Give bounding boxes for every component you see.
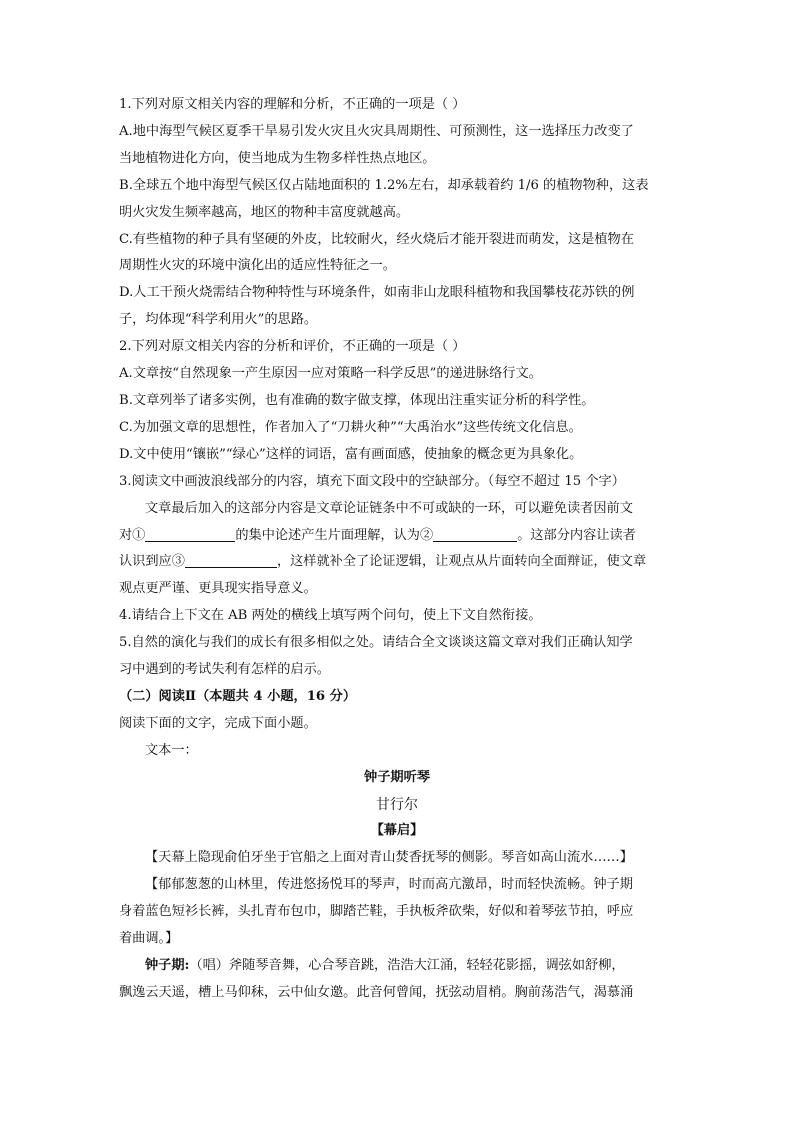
q1-option-b-line2: 明火灾发生频率越高，地区的物种丰富度就越高。 <box>119 204 410 220</box>
q3-stem: 3.阅读文中画波浪线部分的内容，填充下面文段中的空缺部分。（每空不超过 15 个字） <box>119 473 625 489</box>
q1-option-b-line1: B.全球五个地中海型气候区仅占陆地面积的 1.2%左右，却承载着约 1/6 的植物物种，这表 <box>119 177 649 193</box>
q3-passage-line3 <box>119 549 675 576</box>
reading-instruction: 阅读下面的文字，完成下面小题。 <box>119 715 317 731</box>
q3-text-part: 认识到应③ <box>119 554 185 570</box>
q3-text-part: ，这样就补全了论证逻辑，让观点从片面转向全面辩证，使文章 <box>276 554 647 570</box>
q5-stem-line2: 习中遇到的考试失利有怎样的启示。 <box>119 662 330 678</box>
answer-blank-3[interactable] <box>185 551 277 568</box>
q1-option-a-line1: A.地中海型气候区夏季干旱易引发火灾且火灾具周期性、可预测性，这一选择压力改变了 <box>119 123 634 139</box>
q3-passage-line4: 观点更严谨、更具现实指导意义。 <box>119 581 317 597</box>
q1-option-c-line2: 周期性火灾的环境中演化出的适应性特征之一。 <box>119 258 396 274</box>
q1-option-d-line1: D.人工干预火烧需结合物种特性与环境条件，如南非山龙眼科植物和我国攀枝花苏铁的例 <box>119 285 635 301</box>
stage-direction-1: 【天幕上隐现俞伯牙坐于官船之上面对青山焚香抚琴的侧影。琴音如高山流水……】 <box>145 850 633 866</box>
q3-text-part: 的集中论述产生片面理解，认为② <box>235 527 434 543</box>
q2-option-c: C.为加强文章的思想性，作者加入了“刀耕火种”“大禹治水”这些传统文化信息。 <box>119 419 582 435</box>
answer-blank-2[interactable] <box>433 525 517 542</box>
q3-text-part: 对① <box>119 527 146 543</box>
q2-option-a: A.文章按“自然现象一产生原因一应对策略一科学反思”的递进脉络行文。 <box>119 366 542 382</box>
q1-option-a-line2: 当地植物进化方向，使当地成为生物多样性热点地区。 <box>119 150 436 166</box>
q2-stem: 2.下列对原文相关内容的分析和评价，不正确的一项是（ ） <box>119 339 466 355</box>
q2-option-b: B.文章列举了诸多实例，也有准确的数字做支撑，体现出注重实证分析的科学性。 <box>119 392 595 408</box>
answer-blank-1[interactable] <box>145 525 235 542</box>
play-author: 甘行尔 <box>376 796 418 813</box>
text-label: 文本一： <box>145 742 198 758</box>
q4-stem: 4.请结合上下文在 AB 两处的横线上填写两个问句，使上下文自然衔接。 <box>119 608 542 624</box>
q1-stem: 1.下列对原文相关内容的理解和分析，不正确的一项是（ ） <box>119 97 466 112</box>
verse-text: （唱）斧随琴音舞，心合琴音跳，浩浩大江涌，轻轻花影摇，调弦如舒柳， <box>189 958 625 973</box>
play-title: 钟子期听琴 <box>364 769 430 785</box>
q2-option-d: D.文中使用“镶嵌”“绿心”这样的词语，富有画面感，使抽象的概念更为具象化。 <box>119 446 583 462</box>
speaker-name: 钟子期: <box>145 958 190 973</box>
q3-text-part: 。这部分内容让读者 <box>517 527 636 543</box>
act-heading: 【幕启】 <box>370 823 424 839</box>
q5-stem-line1: 5.自然的演化与我们的成长有很多相似之处。请结合全文谈谈这篇文章对我们正确认知学 <box>119 635 633 651</box>
q3-passage-line2 <box>119 523 675 550</box>
dialogue-line2: 飘逸云天遥，槽上马仰秣，云中仙女邀。此音何曾闻，抚弦动眉梢。胸前荡浩气，渴慕涌 <box>119 984 634 1000</box>
dialogue-line1 <box>119 953 675 980</box>
stage-direction-2-line1: 【郁郁葱葱的山林里，传进悠扬悦耳的琴声，时而高亢激昂，时而轻快流畅。钟子期 <box>145 877 633 893</box>
q1-option-d-line2: 子，均体现“科学利用火”的思路。 <box>119 312 318 328</box>
stage-direction-2-line3: 着曲调。】 <box>119 931 179 947</box>
q1-option-c-line1: C.有些植物的种子具有坚硬的外皮，比较耐火，经火烧后才能开裂进而萌发，这是植物在 <box>119 231 634 247</box>
document-page <box>119 92 675 1007</box>
section-header: （二）阅读Ⅱ（本题共 4 小题，16 分） <box>119 688 357 704</box>
q3-passage-line1: 文章最后加入的这部分内容是文章论证链条中不可或缺的一环，可以避免读者因前文 <box>145 500 633 516</box>
stage-direction-2-line2: 身着蓝色短衫长裤，头扎青布包巾，脚踏芒鞋，手执板斧砍柴，好似和着琴弦节拍，呼应 <box>119 904 634 920</box>
